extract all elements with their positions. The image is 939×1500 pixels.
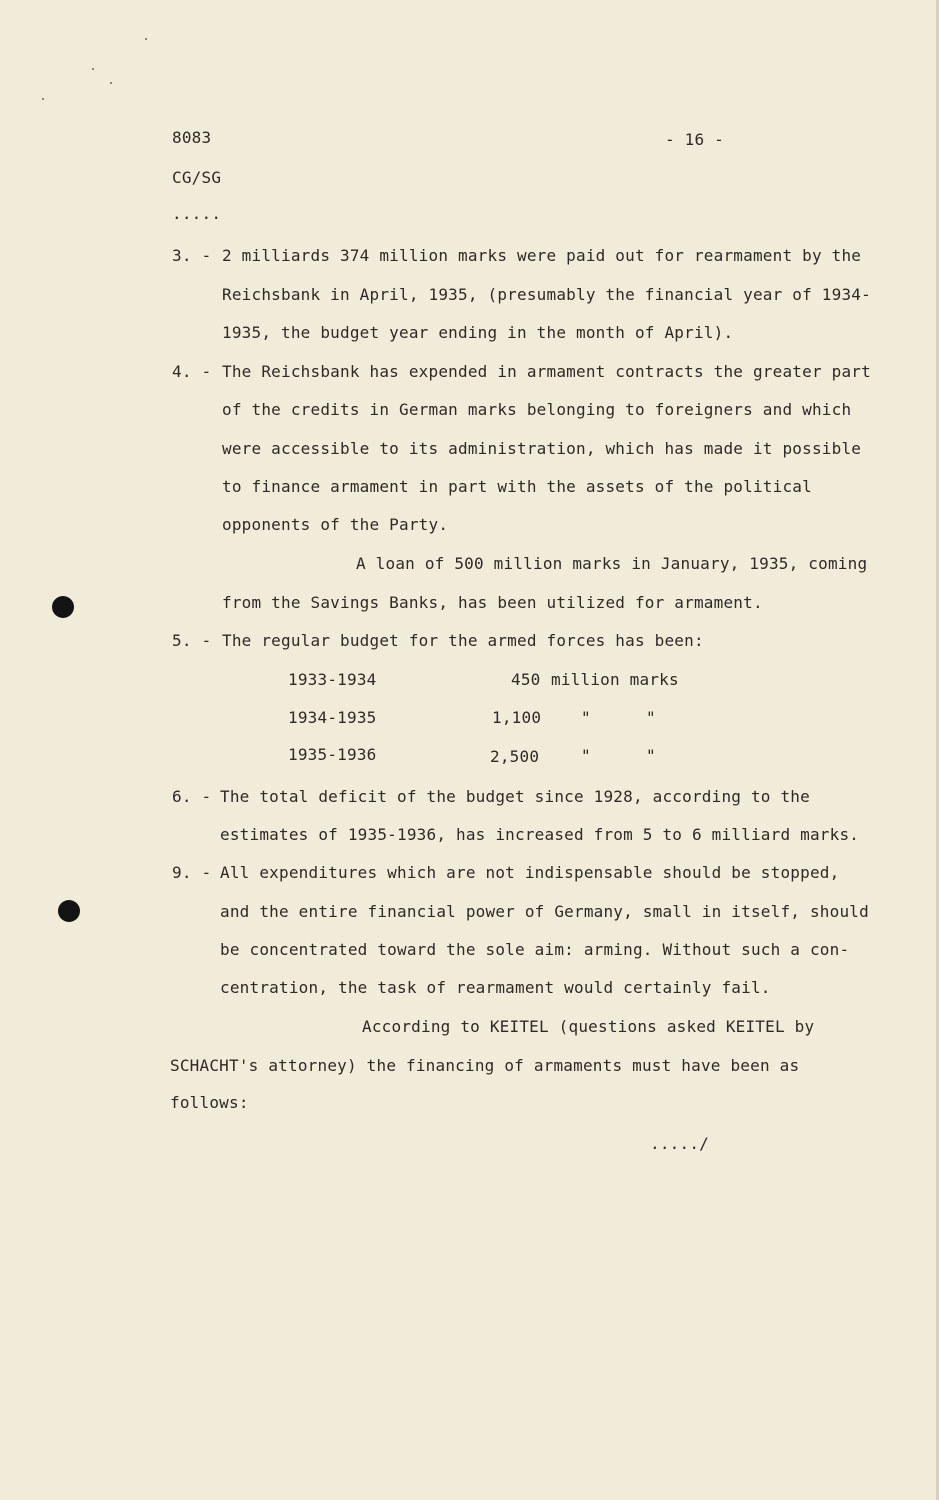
typist-initials: CG/SG	[172, 168, 222, 187]
paper-speck	[92, 68, 94, 70]
paragraph-line: from the Savings Banks, has been utilized for armament.	[222, 593, 763, 612]
paragraph-line: The Reichsbank has expended in armament contracts the greater part	[222, 362, 871, 381]
paragraph-line: and the entire financial power of Germany, small in itself, should	[220, 902, 869, 921]
ditto-mark: "	[646, 746, 656, 765]
item-number: 6. -	[172, 787, 212, 806]
continuation-dots-top: .....	[172, 204, 222, 223]
item-number: 5. -	[172, 631, 212, 650]
item-number: 9. -	[172, 863, 212, 882]
item-number: 3. -	[172, 246, 212, 265]
paragraph-line: Reichsbank in April, 1935, (presumably the financial year of 1934-	[222, 285, 871, 304]
paragraph-line: 2 milliards 374 million marks were paid out for rearmament by the	[222, 246, 862, 265]
ditto-mark: "	[581, 708, 591, 727]
paragraph-line-indented: According to KEITEL (questions asked KEITEL by	[362, 1017, 815, 1036]
paragraph-line: opponents of the Party.	[222, 515, 449, 534]
budget-amount: 2,500	[490, 747, 540, 766]
paragraph-line: estimates of 1935-1936, has increased from 5 to 6 milliard marks.	[220, 825, 860, 844]
paragraph-line: be concentrated toward the sole aim: arming. Without such a con-	[220, 940, 850, 959]
paragraph-line: The regular budget for the armed forces has been:	[222, 631, 704, 650]
ditto-mark: "	[646, 708, 656, 727]
paragraph-line: to finance armament in part with the assets of the political	[222, 477, 812, 496]
punch-hole-top	[52, 596, 74, 618]
budget-amount: 450	[511, 670, 541, 689]
budget-year: 1935-1936	[288, 745, 377, 764]
budget-amount: 1,100	[492, 708, 542, 727]
paragraph-line: SCHACHT's attorney) the financing of armaments must have been as	[170, 1056, 800, 1075]
item-number: 4. -	[172, 362, 212, 381]
budget-year: 1933-1934	[288, 670, 377, 689]
paragraph-line-indented: A loan of 500 million marks in January, 1935, coming	[356, 554, 868, 573]
budget-unit: million marks	[551, 670, 679, 689]
ditto-mark: "	[581, 746, 591, 765]
continuation-marker: ...../	[650, 1134, 709, 1153]
paragraph-line: The total deficit of the budget since 1928, according to the	[220, 787, 810, 806]
document-number: 8083	[172, 128, 212, 147]
paper-speck	[42, 98, 44, 100]
paragraph-line: of the credits in German marks belonging to foreigners and which	[222, 400, 852, 419]
paragraph-line: All expenditures which are not indispensable should be stopped,	[220, 863, 840, 882]
paragraph-line: were accessible to its administration, which has made it possible	[222, 439, 862, 458]
punch-hole-bottom	[58, 900, 80, 922]
paper-speck	[145, 38, 147, 40]
paragraph-line: follows:	[170, 1093, 249, 1112]
budget-year: 1934-1935	[288, 708, 377, 727]
paper-speck	[110, 82, 112, 84]
page-number: - 16 -	[665, 130, 724, 149]
paragraph-line: 1935, the budget year ending in the month of April).	[222, 323, 734, 342]
paragraph-line: centration, the task of rearmament would certainly fail.	[220, 978, 771, 997]
